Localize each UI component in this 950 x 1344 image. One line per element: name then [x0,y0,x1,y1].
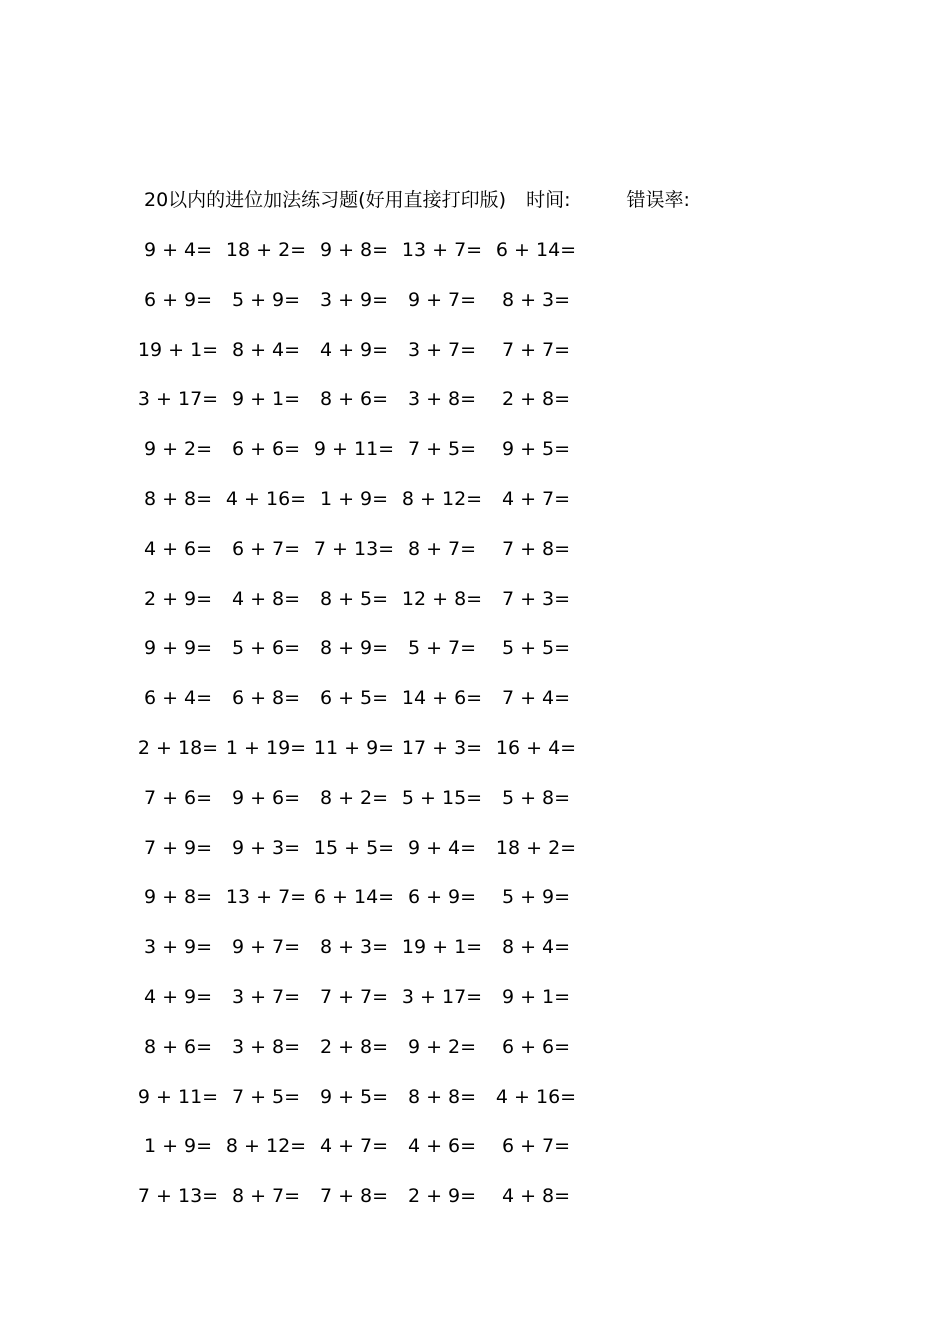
addition-problem: 9 + 2= [407,1035,477,1058]
addition-problem: 7 + 8= [501,537,571,560]
problem-row [0,584,950,614]
addition-problem: 4 + 9= [319,338,389,361]
addition-problem: 3 + 7= [231,986,301,1008]
error-rate-label: 错误率: [626,189,690,211]
problem-row [0,285,950,315]
addition-problem: 3 + 9= [319,288,389,311]
addition-problem: 7 + 13= [137,1185,219,1208]
addition-problem: 9 + 11= [137,1085,219,1108]
addition-problem: 14 + 6= [401,687,483,710]
addition-problem: 8 + 8= [407,1085,477,1108]
addition-problem: 7 + 4= [501,687,571,710]
addition-problem: 5 + 5= [501,637,571,660]
addition-problem: 7 + 8= [319,1185,389,1208]
addition-problem: 8 + 3= [319,936,389,959]
addition-problem: 4 + 6= [407,1135,477,1158]
addition-problem: 9 + 4= [143,239,213,261]
addition-problem: 6 + 5= [319,687,389,710]
addition-problem: 9 + 8= [143,886,213,909]
addition-problem: 2 + 9= [407,1185,477,1208]
addition-problem: 1 + 9= [319,488,389,510]
addition-problem: 9 + 5= [319,1085,389,1108]
addition-problem: 6 + 6= [231,438,301,461]
addition-problem: 9 + 11= [313,438,395,461]
addition-problem: 9 + 8= [319,239,389,261]
addition-problem: 4 + 16= [495,1085,577,1108]
addition-problem: 4 + 6= [143,537,213,560]
problem-row [0,534,950,564]
addition-problem: 6 + 9= [407,886,477,909]
addition-problem: 6 + 7= [501,1135,571,1158]
addition-problem: 9 + 9= [143,637,213,660]
addition-problem: 7 + 5= [407,438,477,461]
problem-row [0,882,950,912]
addition-problem: 8 + 9= [319,637,389,660]
addition-problem: 2 + 8= [319,1035,389,1058]
addition-problem: 5 + 8= [501,786,571,809]
problem-row [0,932,950,962]
addition-problem: 6 + 8= [231,687,301,710]
addition-problem: 8 + 6= [143,1035,213,1058]
addition-problem: 2 + 8= [501,388,571,411]
addition-problem: 9 + 1= [501,986,571,1008]
addition-problem: 5 + 6= [231,637,301,660]
addition-problem: 11 + 9= [313,737,395,759]
addition-problem: 6 + 6= [501,1035,571,1058]
addition-problem: 7 + 5= [231,1085,301,1108]
addition-problem: 6 + 9= [143,288,213,311]
addition-problem: 19 + 1= [401,936,483,959]
addition-problem: 3 + 9= [143,936,213,959]
addition-problem: 9 + 7= [407,288,477,311]
addition-problem: 5 + 9= [501,886,571,909]
addition-problem: 6 + 14= [495,239,577,261]
addition-problem: 8 + 3= [501,288,571,311]
problem-row [0,683,950,713]
problem-row [0,833,950,863]
addition-problem: 6 + 14= [313,886,395,909]
addition-problem: 4 + 9= [143,986,213,1008]
addition-problem: 7 + 9= [143,836,213,859]
addition-problem: 18 + 2= [225,239,307,261]
addition-problem: 19 + 1= [137,338,219,361]
addition-problem: 8 + 12= [401,488,483,510]
addition-problem: 1 + 19= [225,737,307,759]
addition-problem: 4 + 7= [501,488,571,510]
problem-row [0,733,950,763]
addition-problem: 9 + 7= [231,936,301,959]
addition-problem: 9 + 4= [407,836,477,859]
addition-problem: 5 + 15= [401,786,483,809]
addition-problem: 1 + 9= [143,1135,213,1158]
addition-problem: 8 + 8= [143,488,213,510]
problem-row [0,235,950,265]
addition-problem: 7 + 7= [319,986,389,1008]
addition-problem: 2 + 18= [137,737,219,759]
addition-problem: 7 + 6= [143,786,213,809]
addition-problem: 8 + 7= [407,537,477,560]
problem-row [0,1181,950,1211]
addition-problem: 18 + 2= [495,836,577,859]
addition-problem: 12 + 8= [401,587,483,610]
addition-problem: 8 + 12= [225,1135,307,1158]
addition-problem: 4 + 8= [501,1185,571,1208]
addition-problem: 8 + 4= [501,936,571,959]
addition-problem: 8 + 4= [231,338,301,361]
addition-problem: 9 + 3= [231,836,301,859]
addition-problem: 8 + 7= [231,1185,301,1208]
addition-problem: 13 + 7= [225,886,307,909]
addition-problem: 3 + 17= [137,388,219,411]
addition-problem: 3 + 8= [231,1035,301,1058]
addition-problem: 13 + 7= [401,239,483,261]
addition-problem: 8 + 5= [319,587,389,610]
problem-row [0,384,950,414]
problem-row [0,1131,950,1161]
problem-row [0,1032,950,1062]
worksheet-title: 20以内的进位加法练习题(好用直接打印版) [144,189,507,211]
problem-row [0,783,950,813]
addition-problem: 6 + 7= [231,537,301,560]
addition-problem: 6 + 4= [143,687,213,710]
addition-problem: 9 + 1= [231,388,301,411]
addition-problem: 7 + 13= [313,537,395,560]
addition-problem: 4 + 16= [225,488,307,510]
addition-problem: 16 + 4= [495,737,577,759]
addition-problem: 17 + 3= [401,737,483,759]
addition-problem: 9 + 2= [143,438,213,461]
problem-row [0,982,950,1012]
addition-problem: 5 + 9= [231,288,301,311]
addition-problem: 9 + 6= [231,786,301,809]
addition-problem: 2 + 9= [143,587,213,610]
addition-problem: 8 + 6= [319,388,389,411]
problem-row [0,434,950,464]
problem-row [0,1082,950,1112]
problem-row [0,335,950,365]
addition-problem: 9 + 5= [501,438,571,461]
problem-row [0,484,950,514]
addition-problem: 3 + 8= [407,388,477,411]
addition-problem: 8 + 2= [319,786,389,809]
addition-problem: 3 + 17= [401,986,483,1008]
addition-problem: 3 + 7= [407,338,477,361]
addition-problem: 4 + 8= [231,587,301,610]
addition-problem: 7 + 3= [501,587,571,610]
addition-problem: 7 + 7= [501,338,571,361]
addition-problem: 5 + 7= [407,637,477,660]
problem-row [0,633,950,663]
time-label: 时间: [526,189,571,211]
addition-problem: 4 + 7= [319,1135,389,1158]
addition-problem: 15 + 5= [313,836,395,859]
